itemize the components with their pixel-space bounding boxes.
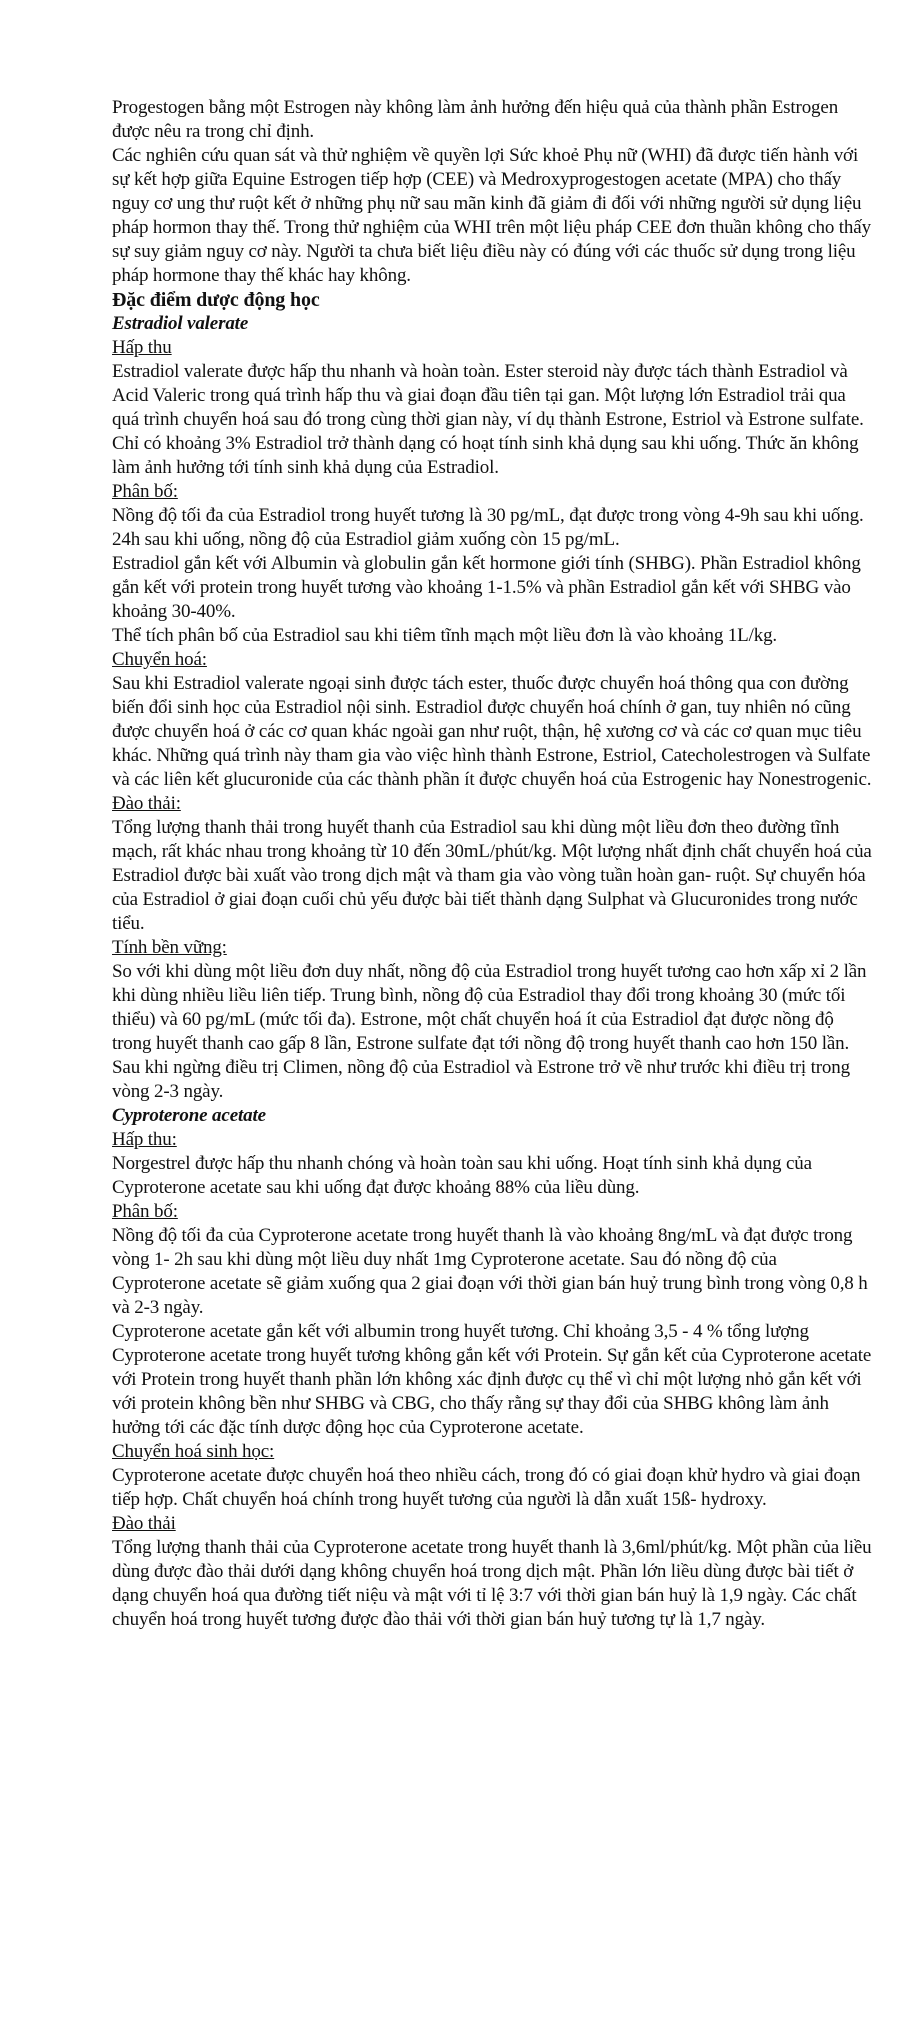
estradiol-distribution-text-2: Estradiol gắn kết với Albumin và globulin gắn kết hormone giới tính (SHBG). Phần Estradiol không gắn kết với protein trong huyết tương vào khoảng 1-1.5% và phần Estradiol gắn kết với SHBG vào khoảng 30-40%.	[112, 553, 861, 622]
estradiol-absorption-text: Estradiol valerate được hấp thu nhanh và hoàn toàn. Ester steroid này được tách thành Estradiol và Acid Valeric trong quá trình hấp thu và giai đoạn đầu tiên tại gan. Một lượng lớn Estradiol trải qua quá trình chuyển hoá sau đó trong cùng thời gian này, ví dụ thành Estrone, Estriol và Estrone sulfate. Chỉ có khoảng 3% Estradiol trở thành dạng có hoạt tính sinh khả dụng sau khi uống. Thức ăn không làm ảnh hưởng tới tính sinh khả dụng của Estradiol.	[112, 361, 864, 478]
estradiol-absorption-heading: Hấp thu	[112, 337, 172, 358]
cyproterone-distribution-heading: Phân bố:	[112, 1201, 178, 1222]
section-title: Đặc điểm dược động học	[112, 289, 320, 311]
estradiol-distribution-heading: Phân bố:	[112, 481, 178, 502]
cyproterone-elimination-text: Tổng lượng thanh thải của Cyproterone acetate trong huyết thanh là 3,6ml/phút/kg. Một phần của liều dùng được đào thải dưới dạng không chuyển hoá trong dịch mật. Phần lớn liều dùng được bài tiết ở dạng chuyển hoá qua đường tiết niệu và mật với tỉ lệ 3:7 với thời gian bán huỷ là 1,9 ngày. Các chất chuyển hoá trong huyết tương được đào thải với thời gian bán huỷ tương tự là 1,7 ngày.	[112, 1537, 872, 1630]
estradiol-steady-state-heading: Tính bền vững:	[112, 937, 227, 958]
estradiol-metabolism-text: Sau khi Estradiol valerate ngoại sinh được tách ester, thuốc được chuyển hoá thông qua con đường biến đổi sinh học của Estradiol nội sinh. Estradiol được chuyển hoá chính ở gan, tuy nhiên nó cũng được chuyển hoá ở các cơ quan khác ngoài gan như ruột, thận, hệ xương cơ và các cơ quan mục tiêu khác. Những quá trình này tham gia vào việc hình thành Estrone, Estriol, Catecholestrogen và Sulfate và các liên kết glucuronide của các thành phần ít được chuyển hoá của Estrogenic hay Nonestrogenic.	[112, 673, 872, 790]
cyproterone-distribution-text-1: Nồng độ tối đa của Cyproterone acetate trong huyết thanh là vào khoảng 8ng/mL và đạt được trong vòng 1- 2h sau khi dùng một liều duy nhất 1mg Cyproterone acetate. Sau đó nồng độ của Cyproterone acetate sẽ giảm xuống qua 2 giai đoạn với thời gian bán huỷ trung bình trong vòng 0,8 h và 2-3 ngày.	[112, 1225, 868, 1318]
intro-paragraph-1: Progestogen bằng một Estrogen này không làm ảnh hưởng đến hiệu quả của thành phần Estrogen được nêu ra trong chỉ định.	[112, 97, 839, 142]
cyproterone-absorption-text: Norgestrel được hấp thu nhanh chóng và hoàn toàn sau khi uống. Hoạt tính sinh khả dụng của Cyproterone acetate sau khi uống đạt được khoảng 88% của liều dùng.	[112, 1153, 812, 1198]
estradiol-metabolism-heading: Chuyển hoá:	[112, 649, 207, 670]
estradiol-distribution-text-1: Nồng độ tối đa của Estradiol trong huyết tương là 30 pg/mL, đạt được trong vòng 4-9h sau khi uống. 24h sau khi uống, nồng độ của Estradiol giảm xuống còn 15 pg/mL.	[112, 505, 864, 550]
cyproterone-absorption-heading: Hấp thu:	[112, 1129, 177, 1150]
cyproterone-metabolism-text: Cyproterone acetate được chuyển hoá theo nhiều cách, trong đó có giai đoạn khử hydro và giai đoạn tiếp hợp. Chất chuyển hoá chính trong huyết tương của người là dẫn xuất 15ß- hydroxy.	[112, 1465, 861, 1510]
cyproterone-distribution-text-2: Cyproterone acetate gắn kết với albumin trong huyết tương. Chỉ khoảng 3,5 - 4 % tổng lượng Cyproterone acetate trong huyết tương không gắn kết với Protein. Sự gắn kết của Cyproterone acetate với Protein trong huyết thanh phần lớn không xác định được cụ thể vì chỉ một lượng nhỏ gắn kết với với protein không bền như SHBG và CBG, cho thấy rằng sự thay đổi của SHBG không làm ảnh hưởng tới các đặc tính dược động học của Cyproterone acetate.	[112, 1321, 872, 1438]
intro-paragraph-2: Các nghiên cứu quan sát và thử nghiệm về quyền lợi Sức khoẻ Phụ nữ (WHI) đã được tiến hành với sự kết hợp giữa Equine Estrogen tiếp hợp (CEE) và Medroxyprogestogen acetate (MPA) cho thấy nguy cơ ung thư ruột kết ở những phụ nữ sau mãn kinh đã giảm đi đối với những người sử dụng liệu pháp hormon thay thế. Trong thử nghiệm của WHI trên một liệu pháp CEE đơn thuần không cho thấy sự suy giảm nguy cơ này. Người ta chưa biết liệu điều này có đúng với các thuốc sử dụng trong liệu pháp hormone thay thế khác hay không.	[112, 145, 871, 286]
document-body	[112, 96, 872, 1632]
estradiol-elimination-text: Tổng lượng thanh thải trong huyết thanh của Estradiol sau khi dùng một liều đơn theo đường tĩnh mạch, rất khác nhau trong khoảng từ 10 đến 30mL/phút/kg. Một lượng nhất định chất chuyển hoá của Estradiol được bài xuất vào trong dịch mật và tham gia vào vòng tuần hoàn gan- ruột. Sự chuyển hóa của Estradiol ở giai đoạn cuối chủ yếu được bài tiết thành dạng Sulphat và Glucuronides trong nước tiểu.	[112, 817, 872, 934]
estradiol-elimination-heading: Đào thải:	[112, 793, 181, 814]
estradiol-title: Estradiol valerate	[112, 313, 249, 334]
cyproterone-title: Cyproterone acetate	[112, 1105, 266, 1126]
cyproterone-elimination-heading: Đào thải	[112, 1513, 176, 1534]
cyproterone-metabolism-heading: Chuyển hoá sinh học:	[112, 1441, 275, 1462]
estradiol-steady-state-text: So với khi dùng một liều đơn duy nhất, nồng độ của Estradiol trong huyết tương cao hơn xấp xỉ 2 lần khi dùng nhiều liều liên tiếp. Trung bình, nồng độ của Estradiol thay đổi trong khoảng 30 (mức tối thiểu) và 60 pg/mL (mức tối đa). Estrone, một chất chuyển hoá ít của Estradiol đạt được nồng độ trong huyết thanh cao gấp 8 lần, Estrone sulfate đạt tới nồng độ trong huyết thanh cao hơn 150 lần. Sau khi ngừng điều trị Climen, nồng độ của Estradiol và Estrone trở về như trước khi điều trị trong vòng 2-3 ngày.	[112, 961, 867, 1102]
estradiol-distribution-text-3: Thể tích phân bố của Estradiol sau khi tiêm tĩnh mạch một liều đơn là vào khoảng 1L/kg.	[112, 625, 778, 646]
